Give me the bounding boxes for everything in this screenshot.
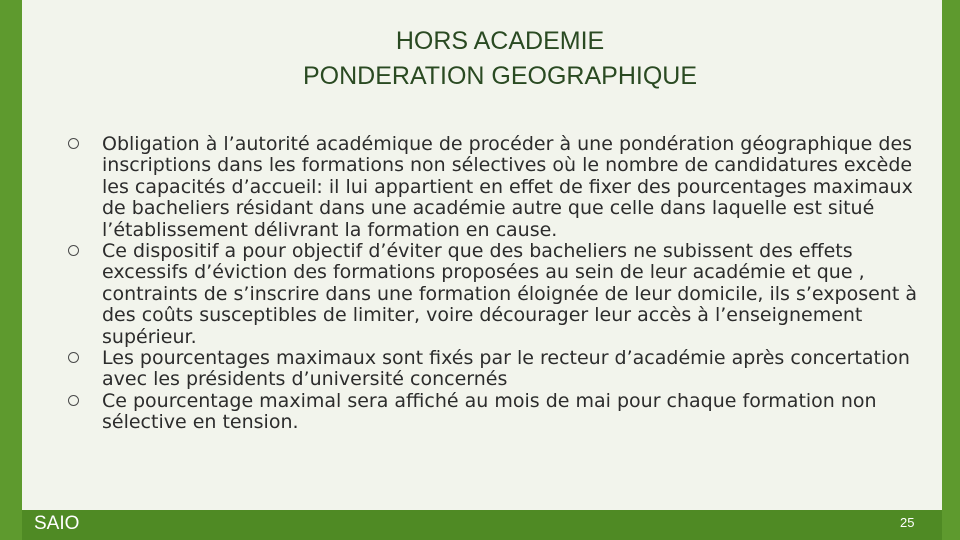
bullet-item — [62, 391, 932, 434]
bullet-text: Ce pourcentage maximal sera affiché au mois de mai pour chaque formation non sélective en tension. — [102, 389, 877, 434]
bullet-item — [62, 348, 932, 391]
left-frame-bar — [0, 0, 22, 540]
hollow-circle-icon — [68, 352, 79, 363]
page-number: 25 — [900, 515, 915, 530]
footer-bar — [22, 510, 942, 540]
slide-title — [200, 24, 800, 94]
bullet-text: Les pourcentages maximaux sont fixés par le recteur d’académie après concertation avec les présidents d’université concernés — [102, 347, 910, 391]
bullet-text: Ce dispositif a pour objectif d’éviter que des bacheliers ne subissent des effets excessifs d’éviction des formations proposées au sein de leur académie et que , contraints de s’inscrire dans une formation éloignée de leur domicile, ils s’exposent à des coûts susceptibles de limiter, voire décourager leur accès à l’enseignement supérieur. — [102, 240, 917, 348]
hollow-circle-icon — [68, 395, 79, 406]
right-frame-bar — [942, 0, 960, 540]
bullet-item — [62, 134, 932, 241]
bullet-item — [62, 241, 932, 348]
bullet-text: Obligation à l’autorité académique de procéder à une pondération géographique des inscriptions dans les formations non sélectives où le nombre de candidatures excède les capacités d’accueil: il lui appartient en effet de fixer des pourcentages maximaux de bacheliers résidant dans une académie autre que celle dans laquelle est situé l’établissement délivrant la formation en cause. — [102, 133, 913, 241]
title-line-2: PONDERATION GEOGRAPHIQUE — [302, 62, 698, 90]
bullet-list — [62, 134, 932, 434]
footer-label: SAIO — [34, 513, 80, 534]
hollow-circle-icon — [68, 245, 79, 256]
title-line-1: HORS ACADEMIE — [395, 27, 605, 55]
hollow-circle-icon — [68, 138, 79, 149]
